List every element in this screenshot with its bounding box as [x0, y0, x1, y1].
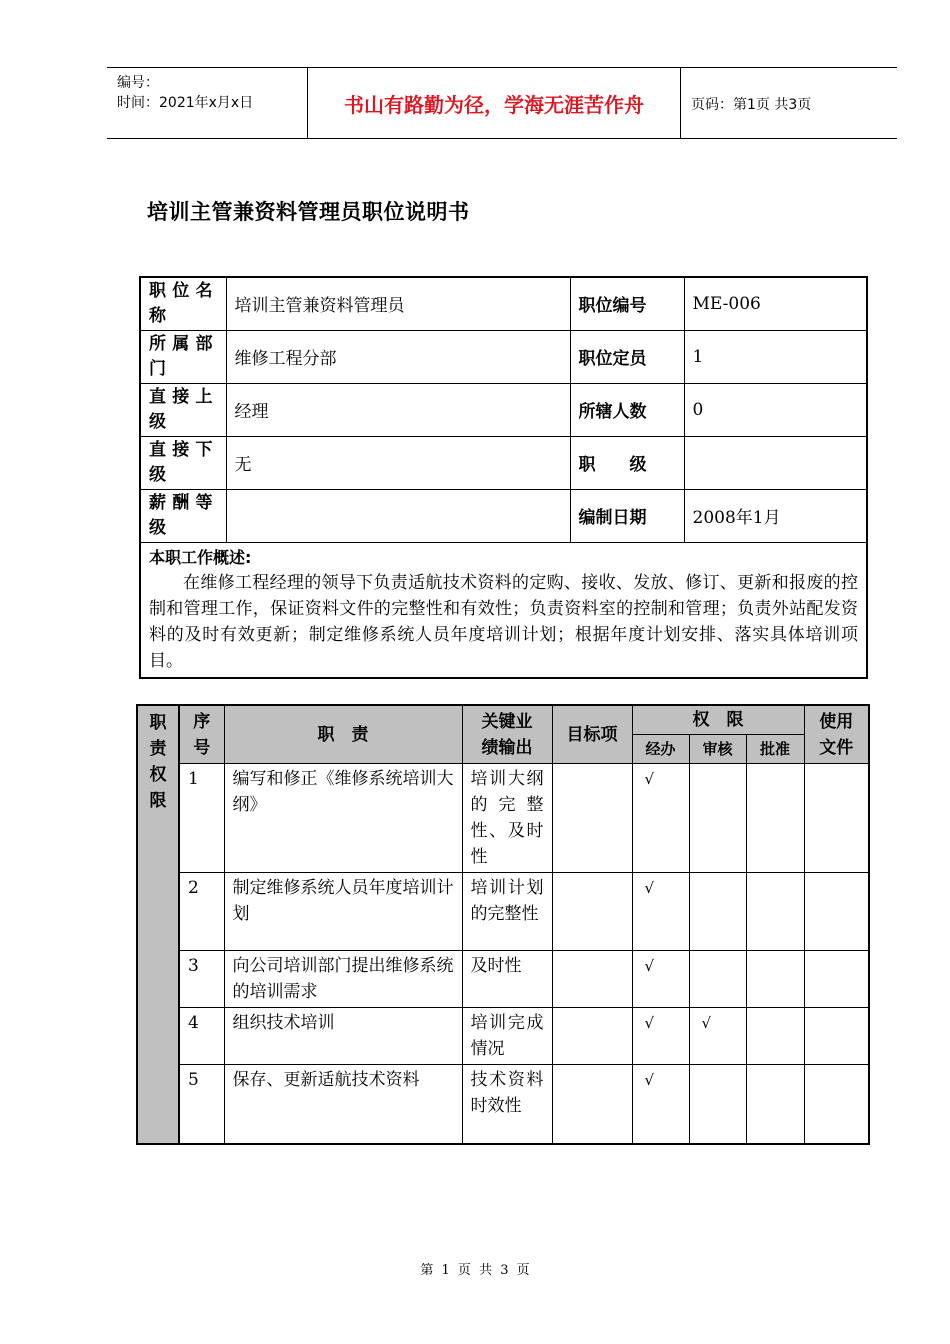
page-footer [0, 1259, 950, 1278]
info-label: 薪酬等级 [140, 489, 226, 542]
code-label: 编号： [117, 75, 159, 91]
table-row [137, 764, 869, 873]
page-header [107, 67, 897, 139]
info-label: 职位名称 [140, 277, 226, 330]
info-value: 经理 [226, 383, 570, 436]
row-number: 3 [179, 951, 224, 1008]
row-number: 5 [179, 1065, 224, 1144]
row-docs [804, 1065, 869, 1144]
row-handle: √ [632, 1065, 689, 1144]
row-approve [746, 1008, 804, 1065]
footer-page-b: 页 [457, 1263, 471, 1278]
row-docs [804, 873, 869, 951]
row-number: 2 [179, 873, 224, 951]
table-row [137, 873, 869, 951]
summary-row [140, 542, 867, 678]
header-review: 审核 [689, 735, 746, 764]
footer-page-a: 第 [420, 1263, 434, 1278]
row-output: 培训完成情况 [462, 1008, 552, 1065]
info-row [140, 436, 867, 489]
row-review: √ [689, 1008, 746, 1065]
header-approve: 批准 [746, 735, 804, 764]
header-handle: 经办 [632, 735, 689, 764]
info-value: 培训主管兼资料管理员 [226, 277, 570, 330]
info-row [140, 489, 867, 542]
summary-cell [140, 542, 867, 678]
table-row [137, 1008, 869, 1065]
row-approve [746, 764, 804, 873]
info-label: 直接下级 [140, 436, 226, 489]
header-authority: 权 限 [632, 705, 804, 735]
row-docs [804, 951, 869, 1008]
row-handle: √ [632, 951, 689, 1008]
info-value2: 1 [684, 330, 867, 383]
table-row [137, 951, 869, 1008]
header-target: 目标项 [552, 705, 632, 764]
info-value2: ME-006 [684, 277, 867, 330]
footer-total-b: 页 [516, 1263, 530, 1278]
row-review [689, 1065, 746, 1144]
row-approve [746, 873, 804, 951]
info-value2 [684, 436, 867, 489]
row-approve [746, 1065, 804, 1144]
header-page-info: 页码：第1页 共3页 [691, 97, 812, 113]
row-handle: √ [632, 1008, 689, 1065]
document-title: 培训主管兼资料管理员职位说明书 [147, 200, 470, 224]
info-value2: 0 [684, 383, 867, 436]
header-seq: 序号 [179, 705, 224, 764]
row-output: 技术资料时效性 [462, 1065, 552, 1144]
time-label: 时间：2021年x月x日 [117, 95, 254, 111]
header-motto: 书山有路勤为径，学海无涯苦作舟 [308, 68, 681, 138]
info-value: 无 [226, 436, 570, 489]
info-label2: 编制日期 [570, 489, 684, 542]
summary-text: 在维修工程经理的领导下负责适航技术资料的定购、接收、发放、修订、更新和报废的控制和管理工作，保证资料文件的完整性和有效性；负责资料室的控制和管理；负责外站配发资料的及时有效更新；制定维修系统人员年度培训计划；根据年度计划安排、落实具体培训项目。 [149, 572, 858, 671]
header-row [137, 705, 869, 735]
row-handle: √ [632, 873, 689, 951]
side-label-text: 职责权限 [149, 713, 167, 811]
side-label [137, 705, 179, 1144]
info-row [140, 330, 867, 383]
info-label: 所属部门 [140, 330, 226, 383]
header-meta [107, 68, 308, 138]
row-duty: 制定维修系统人员年度培训计划 [224, 873, 462, 951]
info-row [140, 383, 867, 436]
header-output: 关键业绩输出 [462, 705, 552, 764]
info-value [226, 489, 570, 542]
row-output: 培训大纲的完整性、及时性 [462, 764, 552, 873]
row-number: 4 [179, 1008, 224, 1065]
row-duty: 保存、更新适航技术资料 [224, 1065, 462, 1144]
row-docs [804, 764, 869, 873]
footer-total-num: 3 [500, 1263, 509, 1278]
row-output: 及时性 [462, 951, 552, 1008]
row-handle: √ [632, 764, 689, 873]
row-target [552, 764, 632, 873]
row-review [689, 951, 746, 1008]
position-info-table [139, 276, 868, 679]
info-label: 直接上级 [140, 383, 226, 436]
info-label2: 职位定员 [570, 330, 684, 383]
row-duty: 组织技术培训 [224, 1008, 462, 1065]
row-duty: 向公司培训部门提出维修系统的培训需求 [224, 951, 462, 1008]
info-label2: 所辖人数 [570, 383, 684, 436]
info-row [140, 277, 867, 330]
info-label2: 职 级 [570, 436, 684, 489]
row-target [552, 1065, 632, 1144]
row-target [552, 951, 632, 1008]
footer-total-a: 共 [479, 1263, 493, 1278]
row-approve [746, 951, 804, 1008]
header-docs: 使用文件 [804, 705, 869, 764]
row-review [689, 764, 746, 873]
info-label2: 职位编号 [570, 277, 684, 330]
row-number: 1 [179, 764, 224, 873]
header-duty: 职 责 [224, 705, 462, 764]
row-review [689, 873, 746, 951]
row-target [552, 873, 632, 951]
info-value2: 2008年1月 [684, 489, 867, 542]
row-docs [804, 1008, 869, 1065]
responsibility-table [136, 704, 870, 1145]
row-output: 培训计划的完整性 [462, 873, 552, 951]
info-value: 维修工程分部 [226, 330, 570, 383]
summary-title: 本职工作概述: [149, 547, 252, 567]
row-target [552, 1008, 632, 1065]
table-row [137, 1065, 869, 1144]
footer-page-num: 1 [441, 1263, 450, 1278]
row-duty: 编写和修正《维修系统培训大纲》 [224, 764, 462, 873]
